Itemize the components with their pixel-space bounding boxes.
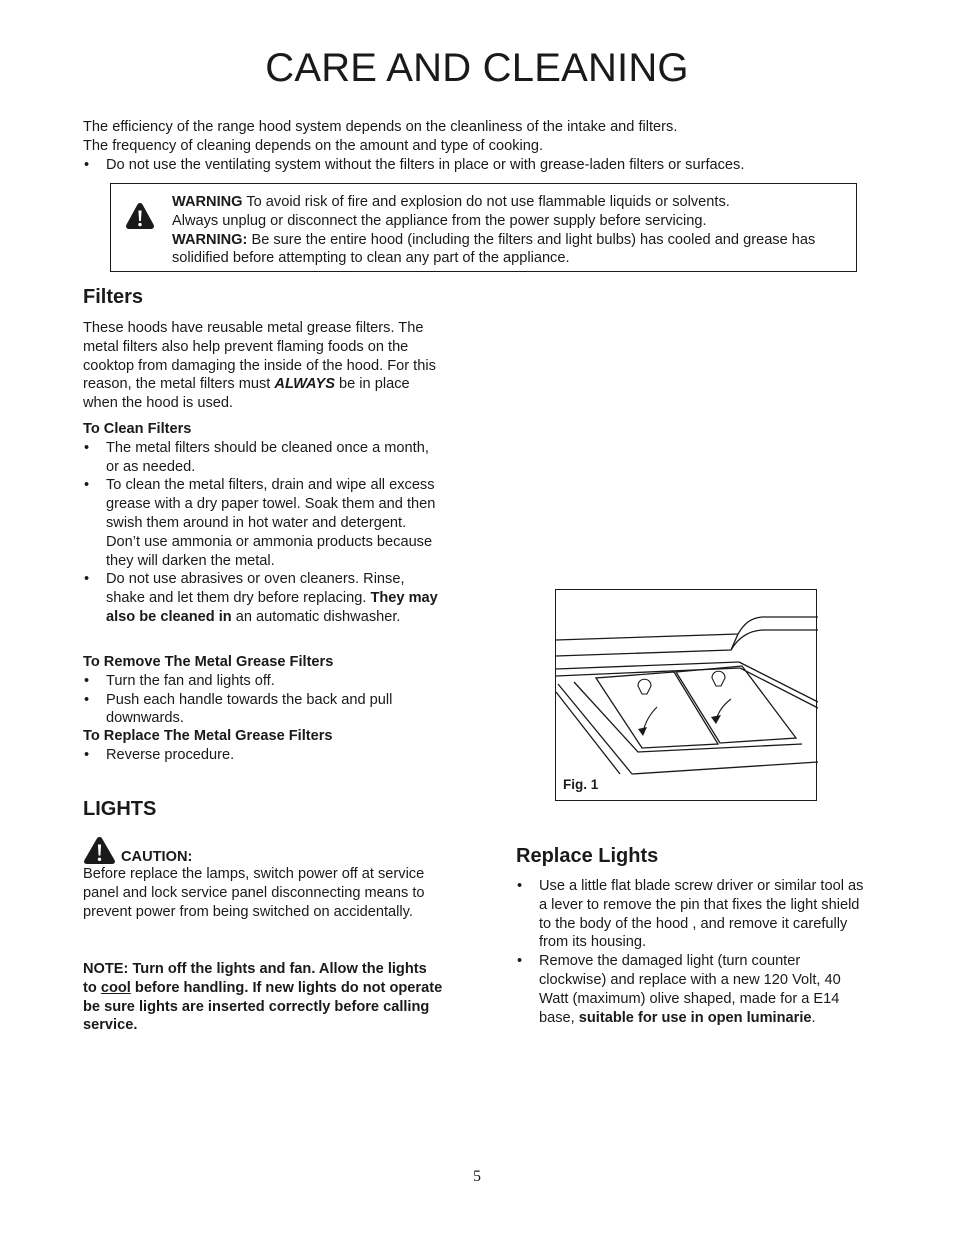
warning-line: Always unplug or disconnect the appliance from the power supply before servicing. bbox=[172, 212, 707, 229]
intro-section bbox=[83, 118, 873, 174]
warning-label: WARNING bbox=[172, 194, 243, 210]
subheading: To Clean Filters bbox=[83, 421, 192, 437]
intro-line: The frequency of cleaning depends on the amount and type of cooking. bbox=[83, 137, 544, 154]
bullet-list bbox=[83, 439, 443, 627]
list-item: • Do not use the ventilating system without the filters in place or with grease-laden filters or surfaces. bbox=[83, 156, 873, 175]
caution-header bbox=[83, 836, 443, 865]
hood-filter-illustration bbox=[556, 590, 818, 802]
list-item bbox=[83, 570, 443, 626]
bullet-list bbox=[83, 746, 443, 765]
caution-label: CAUTION: bbox=[121, 849, 193, 865]
list-item: • Use a little flat blade screw driver or similar tool as a lever to remove the pin that fixes the light shield to the body of the hood , and remove it carefully from its housing. bbox=[516, 877, 868, 952]
to-clean-filters-section bbox=[83, 420, 443, 627]
intro-line: The efficiency of the range hood system depends on the cleanliness of the intake and filters. bbox=[83, 119, 678, 135]
warning-line bbox=[172, 193, 856, 212]
replace-lights-heading: Replace Lights bbox=[516, 845, 659, 867]
filters-intro bbox=[83, 319, 443, 413]
to-remove-filters-section bbox=[83, 653, 443, 728]
list-item-text: Remove the damaged light (turn counter clockwise) and replace with a new 120 Volt, 40 Watt (maximum) olive shaped, made for a E14 base, bbox=[539, 953, 841, 1026]
list-item: • Reverse procedure. bbox=[83, 746, 443, 765]
subheading: To Remove The Metal Grease Filters bbox=[83, 654, 334, 670]
list-item-text: an automatic dishwasher. bbox=[231, 608, 401, 625]
note-part: NOTE: Turn off the lights and fan. Allow the lights to bbox=[83, 961, 427, 996]
caution-triangle-icon bbox=[83, 836, 116, 865]
figure-label: Fig. 1 bbox=[563, 777, 599, 792]
page-title: CARE AND CLEANING bbox=[265, 46, 689, 90]
caution-section bbox=[83, 836, 443, 921]
note-part: before handling. If new lights do not operate be sure lights are inserted correctly before calling service. bbox=[83, 979, 443, 1034]
list-item-bold: They may also be cleaned in bbox=[106, 590, 438, 625]
caution-text: Before replace the lamps, switch power off at service panel and lock service panel disconnecting means to prevent power from being switched on accidentally. bbox=[83, 866, 425, 920]
list-item: • To clean the metal filters, drain and wipe all excess grease with a dry paper towel. Soak them and then swish them around in hot water and detergent. Don’t use ammonia or ammonia products because they will darken the metal. bbox=[83, 476, 443, 570]
filters-intro-text: be in place when the hood is used. bbox=[83, 376, 410, 412]
warning-box bbox=[110, 183, 857, 272]
note-text bbox=[83, 960, 443, 1035]
warning-text bbox=[172, 193, 856, 268]
lights-heading: LIGHTS bbox=[83, 798, 157, 820]
warning-text-span: To avoid risk of fire and explosion do not use flammable liquids or solvents. bbox=[242, 194, 730, 210]
to-replace-filters-section bbox=[83, 727, 443, 765]
list-item: • Turn the fan and lights off. bbox=[83, 672, 443, 691]
warning-line bbox=[172, 231, 856, 269]
subheading: To Replace The Metal Grease Filters bbox=[83, 728, 333, 744]
page-number: 5 bbox=[473, 1168, 481, 1185]
list-item-text: Do not use abrasives or oven cleaners. Rinse, shake and let them dry before replacing. bbox=[106, 571, 405, 607]
filters-heading: Filters bbox=[83, 286, 144, 308]
warning-label: WARNING: bbox=[172, 231, 248, 248]
note-underlined: cool bbox=[100, 979, 131, 996]
list-item: • Push each handle towards the back and pull downwards. bbox=[83, 691, 443, 729]
list-item bbox=[516, 952, 868, 1027]
intro-bullet-list bbox=[83, 156, 873, 175]
warning-triangle-icon bbox=[125, 202, 155, 230]
filters-intro-text: These hoods have reusable metal grease filters. The metal filters also help prevent flaming foods on the cooktop from damaging the inside of the hood. For this reason, the metal filters must bbox=[83, 320, 436, 393]
emphasis-always: ALWAYS bbox=[274, 376, 335, 393]
bullet-list bbox=[516, 877, 868, 1027]
list-item: • The metal filters should be cleaned once a month, or as needed. bbox=[83, 439, 443, 477]
bullet-list bbox=[83, 672, 443, 728]
warning-text-span: Be sure the entire hood (including the filters and light bulbs) has cooled and grease has solidified before attempting to clean any part of the appliance. bbox=[172, 231, 816, 267]
list-item-bold: suitable for use in open luminarie bbox=[578, 1009, 812, 1026]
figure-hood-filters bbox=[555, 589, 817, 801]
replace-lights-section bbox=[516, 877, 868, 1027]
list-item-text: . bbox=[811, 1009, 816, 1026]
